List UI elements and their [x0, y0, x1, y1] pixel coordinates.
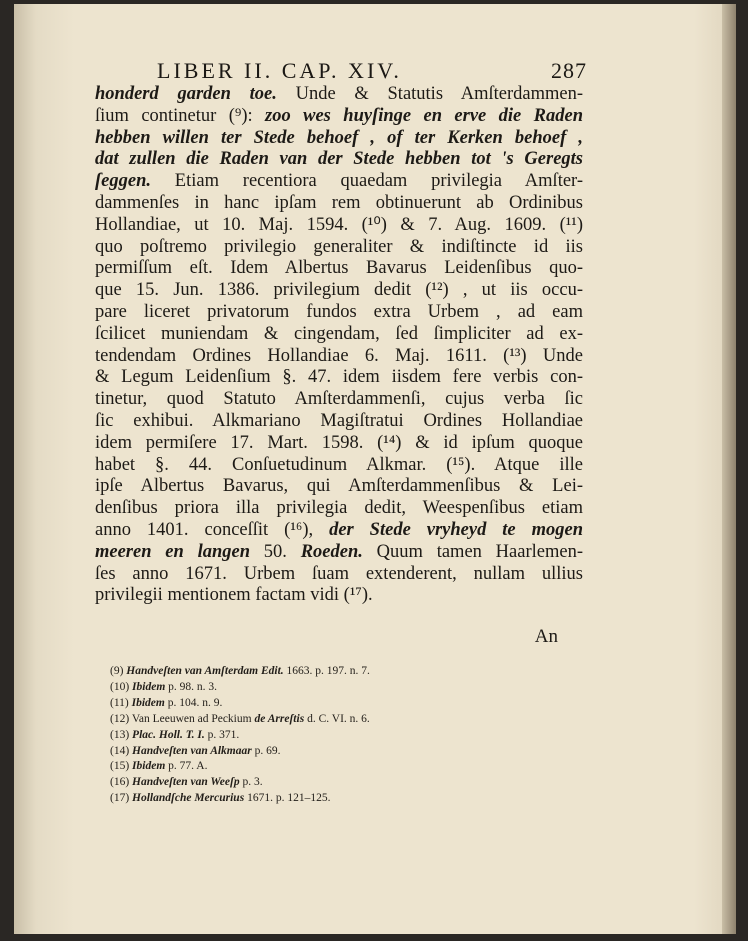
text-run: dammenſes in hanc ipſam rem obtinuerunt ab Ordinibus — [95, 192, 583, 213]
text-run: (10) — [110, 680, 133, 693]
text-line — [95, 324, 583, 346]
text-line — [95, 585, 583, 607]
text-line — [95, 302, 583, 324]
footnote — [110, 775, 510, 791]
text-line — [95, 106, 583, 128]
italic-text: Ibidem — [132, 760, 166, 773]
footnote — [110, 696, 510, 712]
text-line — [95, 346, 583, 368]
italic-text: zoo wes huyſinge en erve die Raden — [265, 105, 583, 126]
main-text — [95, 84, 583, 607]
italic-text: Hollandſche Mercurius — [132, 792, 245, 805]
italic-text: de Arreſtis — [254, 712, 305, 725]
text-line — [95, 171, 583, 193]
text-run: Quum tamen Haarlemen- — [362, 541, 583, 562]
footnote — [110, 680, 510, 696]
text-run: tinetur, quod Statuto Amſterdammenſi, cujus verba ſic — [95, 389, 583, 410]
footnote — [110, 744, 510, 760]
text-run: p. 104. n. 9. — [164, 696, 223, 709]
text-run: p. 77. A. — [165, 760, 208, 773]
text-run: p. 3. — [239, 776, 263, 789]
footnotes — [110, 664, 510, 807]
text-run: p. 371. — [204, 728, 240, 741]
text-line — [95, 520, 583, 542]
text-run: (17) — [110, 792, 133, 805]
text-run: ſium continetur (⁹): — [95, 105, 266, 126]
italic-text: der Stede vryheyd te mogen — [329, 519, 583, 540]
text-run: (16) — [110, 776, 133, 789]
italic-text: ſeggen. — [95, 171, 151, 192]
text-run: tendendam Ordines Hollandiae 6. Maj. 1611. (¹³) Unde — [95, 345, 583, 366]
text-line — [95, 149, 583, 171]
text-run: ſes anno 1671. Urbem ſuam extenderent, nullam ullius — [95, 563, 583, 584]
text-run: 50. — [250, 541, 301, 562]
text-run: Unde & Statutis Amſterdammen- — [276, 84, 583, 104]
text-run: ſic exhibui. Alkmariano Magiſtratui Ordines Hollandiae — [95, 410, 583, 431]
text-run: 1663. p. 197. n. 7. — [283, 665, 370, 677]
text-run: (12) Van Leeuwen ad Peckium — [110, 712, 255, 725]
italic-text: honderd garden toe. — [95, 84, 277, 104]
catchword: An — [534, 626, 558, 647]
text-run: habet §. 44. Conſuetudinum Alkmar. (¹⁵). Atque ille — [95, 454, 583, 475]
text-run: Hollandiae, ut 10. Maj. 1594. (¹⁰) & 7. Aug. 1609. (¹¹) — [95, 214, 583, 235]
italic-text: Ibidem — [132, 680, 166, 693]
footnote — [110, 759, 510, 775]
text-line — [95, 476, 583, 498]
book-page — [14, 4, 736, 934]
text-line — [95, 215, 583, 237]
text-run: Etiam recentiora quaedam privilegia Amſter- — [151, 171, 583, 192]
text-run: 1671. p. 121–125. — [244, 792, 331, 805]
text-run: (9) — [110, 665, 127, 677]
text-run: d. C. VI. n. 6. — [304, 712, 370, 725]
text-run: ſcilicet muniendam & cingendam, ſed ſimpliciter ad ex- — [95, 323, 583, 344]
page-number: 287 — [551, 58, 587, 83]
text-line — [95, 389, 583, 411]
text-line — [95, 455, 583, 477]
page-edge — [722, 4, 736, 934]
italic-text: Handveſten van Weeſp — [132, 776, 240, 789]
text-run: & Legum Leidenſium §. 47. idem iisdem fere verbis con- — [95, 367, 583, 388]
italic-text: dat zullen die Raden van der Stede hebben tot 's Geregts — [95, 149, 583, 170]
text-line — [95, 367, 583, 389]
text-line — [95, 193, 583, 215]
text-run: denſibus priora illa privilegia dedit, Weespenſibus etiam — [95, 498, 583, 519]
text-run: (14) — [110, 744, 133, 757]
text-line — [95, 258, 583, 280]
text-run: anno 1401. conceſſit (¹⁶), — [95, 519, 330, 540]
italic-text: meeren en langen — [95, 541, 251, 562]
text-run: (11) — [110, 696, 132, 709]
text-line — [95, 433, 583, 455]
footnote — [110, 728, 510, 744]
text-line — [95, 498, 583, 520]
text-run: p. 69. — [251, 744, 281, 757]
footnote — [110, 664, 510, 680]
footnote — [110, 791, 510, 807]
text-run: privilegii mentionem factam vidi (¹⁷). — [95, 585, 373, 606]
text-run: que 15. Jun. 1386. privilegium dedit (¹²) , ut iis occu- — [95, 280, 583, 301]
text-run: permiſſum eſt. Idem Albertus Bavarus Leidenſibus quo- — [95, 258, 583, 279]
italic-text: Handveſten van Amſterdam Edit. — [126, 665, 284, 677]
text-run: (13) — [110, 728, 133, 741]
italic-text: Ibidem — [131, 696, 165, 709]
footnote — [110, 712, 510, 728]
text-run: quo poſtremo privilegio generaliter & indiſtincte id iis — [95, 236, 583, 257]
text-line — [95, 84, 583, 106]
italic-text: Handveſten van Alkmaar — [132, 744, 252, 757]
text-run: pare liceret privatorum fundos extra Urbem , ad eam — [95, 301, 583, 322]
text-line — [95, 237, 583, 259]
italic-text: Plac. Holl. T. I. — [132, 728, 205, 741]
italic-text: hebben willen ter Stede behoef , of ter Kerken behoef , — [95, 127, 583, 148]
text-run: (15) — [110, 760, 133, 773]
text-line — [95, 542, 583, 564]
text-run: idem permiſere 17. Mart. 1598. (¹⁴) & id ipſum quoque — [95, 432, 583, 453]
text-line — [95, 280, 583, 302]
text-line — [95, 564, 583, 586]
italic-text: Roeden. — [300, 541, 363, 562]
text-run: ipſe Albertus Bavarus, qui Amſterdammenſibus & Lei- — [95, 476, 583, 497]
text-line — [95, 411, 583, 433]
text-run: p. 98. n. 3. — [165, 680, 218, 693]
running-title: LIBER II. CAP. XIV. — [157, 58, 402, 83]
text-line — [95, 128, 583, 150]
